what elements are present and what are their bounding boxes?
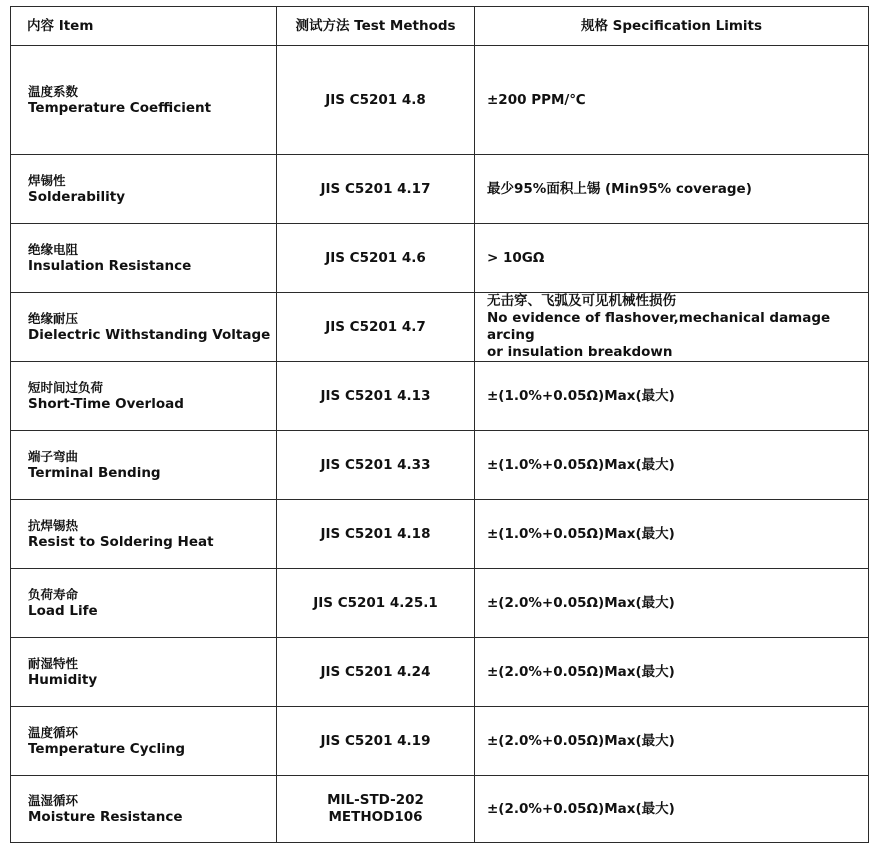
method-cell	[277, 776, 475, 843]
item-cell	[11, 638, 277, 707]
item-name-cn: 温湿循环	[28, 793, 79, 808]
table-row	[11, 431, 869, 500]
item-name-cn: 负荷寿命	[28, 587, 79, 602]
item-name-cn: 温度循环	[28, 725, 79, 740]
spec-line: ±(1.0%+0.05Ω)Max(最大)	[487, 456, 675, 473]
item-name-cn: 短时间过负荷	[28, 380, 104, 395]
method-line: JIS C5201 4.33	[320, 456, 431, 473]
item-name-cn: 耐湿特性	[28, 656, 79, 671]
item-cell	[11, 293, 277, 362]
item-cell	[11, 362, 277, 431]
method-cell	[277, 707, 475, 776]
item-name-en: Load Life	[28, 603, 98, 619]
table-body	[11, 46, 869, 843]
header-row	[11, 7, 869, 46]
item-cell	[11, 224, 277, 293]
spec-line: > 10GΩ	[487, 249, 545, 266]
table-row	[11, 155, 869, 224]
method-line: JIS C5201 4.19	[320, 732, 431, 749]
item-cell	[11, 707, 277, 776]
table-row	[11, 362, 869, 431]
table-row	[11, 638, 869, 707]
item-name-cn: 绝缘电阻	[28, 242, 79, 257]
spec-line: ±(2.0%+0.05Ω)Max(最大)	[487, 800, 675, 817]
spec-cell	[475, 46, 869, 155]
item-name-cn: 端子弯曲	[28, 449, 79, 464]
item-name-en: Insulation Resistance	[28, 258, 192, 274]
item-cell	[11, 500, 277, 569]
method-cell	[277, 569, 475, 638]
table-row	[11, 224, 869, 293]
item-name-cn: 温度系数	[28, 84, 79, 99]
spec-cell	[475, 155, 869, 224]
method-cell	[277, 224, 475, 293]
method-line: JIS C5201 4.17	[320, 180, 431, 197]
spec-line: ±(2.0%+0.05Ω)Max(最大)	[487, 732, 675, 749]
method-cell	[277, 155, 475, 224]
spec-cell	[475, 224, 869, 293]
item-name-en: Moisture Resistance	[28, 809, 183, 825]
spec-line: ±(1.0%+0.05Ω)Max(最大)	[487, 525, 675, 542]
method-line: JIS C5201 4.6	[325, 249, 426, 266]
item-name-en: Temperature Cycling	[28, 741, 186, 757]
item-name-en: Short-Time Overload	[28, 396, 184, 412]
method-line: METHOD106	[328, 809, 423, 825]
item-cell	[11, 155, 277, 224]
spec-cell	[475, 431, 869, 500]
method-cell	[277, 431, 475, 500]
spec-line: or insulation breakdown	[487, 344, 673, 360]
spec-cell	[475, 293, 869, 362]
method-line: JIS C5201 4.13	[320, 387, 431, 404]
spec-line: ±(1.0%+0.05Ω)Max(最大)	[487, 387, 675, 404]
item-name-cn: 焊锡性	[28, 173, 66, 188]
header-spec: 规格 Specification Limits	[475, 7, 869, 46]
spec-line: ±(2.0%+0.05Ω)Max(最大)	[487, 594, 675, 611]
spec-line: ±(2.0%+0.05Ω)Max(最大)	[487, 663, 675, 680]
method-line: JIS C5201 4.7	[325, 318, 426, 335]
header-method: 测试方法 Test Methods	[277, 7, 475, 46]
method-cell	[277, 362, 475, 431]
method-line: MIL-STD-202	[327, 792, 424, 808]
table-row	[11, 293, 869, 362]
method-line: JIS C5201 4.18	[320, 525, 431, 542]
method-line: JIS C5201 4.24	[320, 663, 431, 680]
spec-cell	[475, 569, 869, 638]
item-cell	[11, 46, 277, 155]
spec-line: ±200 PPM/℃	[487, 91, 586, 108]
table-row	[11, 569, 869, 638]
spec-table	[10, 6, 869, 843]
spec-cell	[475, 707, 869, 776]
spec-line: 无击穿、飞弧及可见机械性损伤	[487, 293, 676, 309]
spec-line: No evidence of flashover,mechanical damage arcing	[487, 310, 831, 343]
method-cell	[277, 638, 475, 707]
item-name-en: Solderability	[28, 189, 126, 205]
item-cell	[11, 569, 277, 638]
item-name-en: Temperature Coefficient	[28, 100, 212, 116]
table-row	[11, 500, 869, 569]
spec-cell	[475, 638, 869, 707]
table-row	[11, 776, 869, 843]
item-name-cn: 绝缘耐压	[28, 311, 79, 326]
item-name-en: Terminal Bending	[28, 465, 161, 481]
method-cell	[277, 500, 475, 569]
spec-cell	[475, 500, 869, 569]
method-line: JIS C5201 4.8	[325, 91, 426, 108]
item-cell	[11, 431, 277, 500]
item-cell	[11, 776, 277, 843]
table-row	[11, 707, 869, 776]
spec-line: 最少95%面积上锡 (Min95% coverage)	[487, 180, 752, 197]
item-name-en: Resist to Soldering Heat	[28, 534, 214, 550]
item-name-cn: 抗焊锡热	[28, 518, 79, 533]
spec-cell	[475, 362, 869, 431]
item-name-en: Humidity	[28, 672, 98, 688]
table-row	[11, 46, 869, 155]
method-line: JIS C5201 4.25.1	[313, 594, 438, 611]
spec-cell	[475, 776, 869, 843]
header-item: 内容 Item	[11, 7, 277, 46]
method-cell	[277, 46, 475, 155]
item-name-en: Dielectric Withstanding Voltage	[28, 327, 271, 343]
method-cell	[277, 293, 475, 362]
